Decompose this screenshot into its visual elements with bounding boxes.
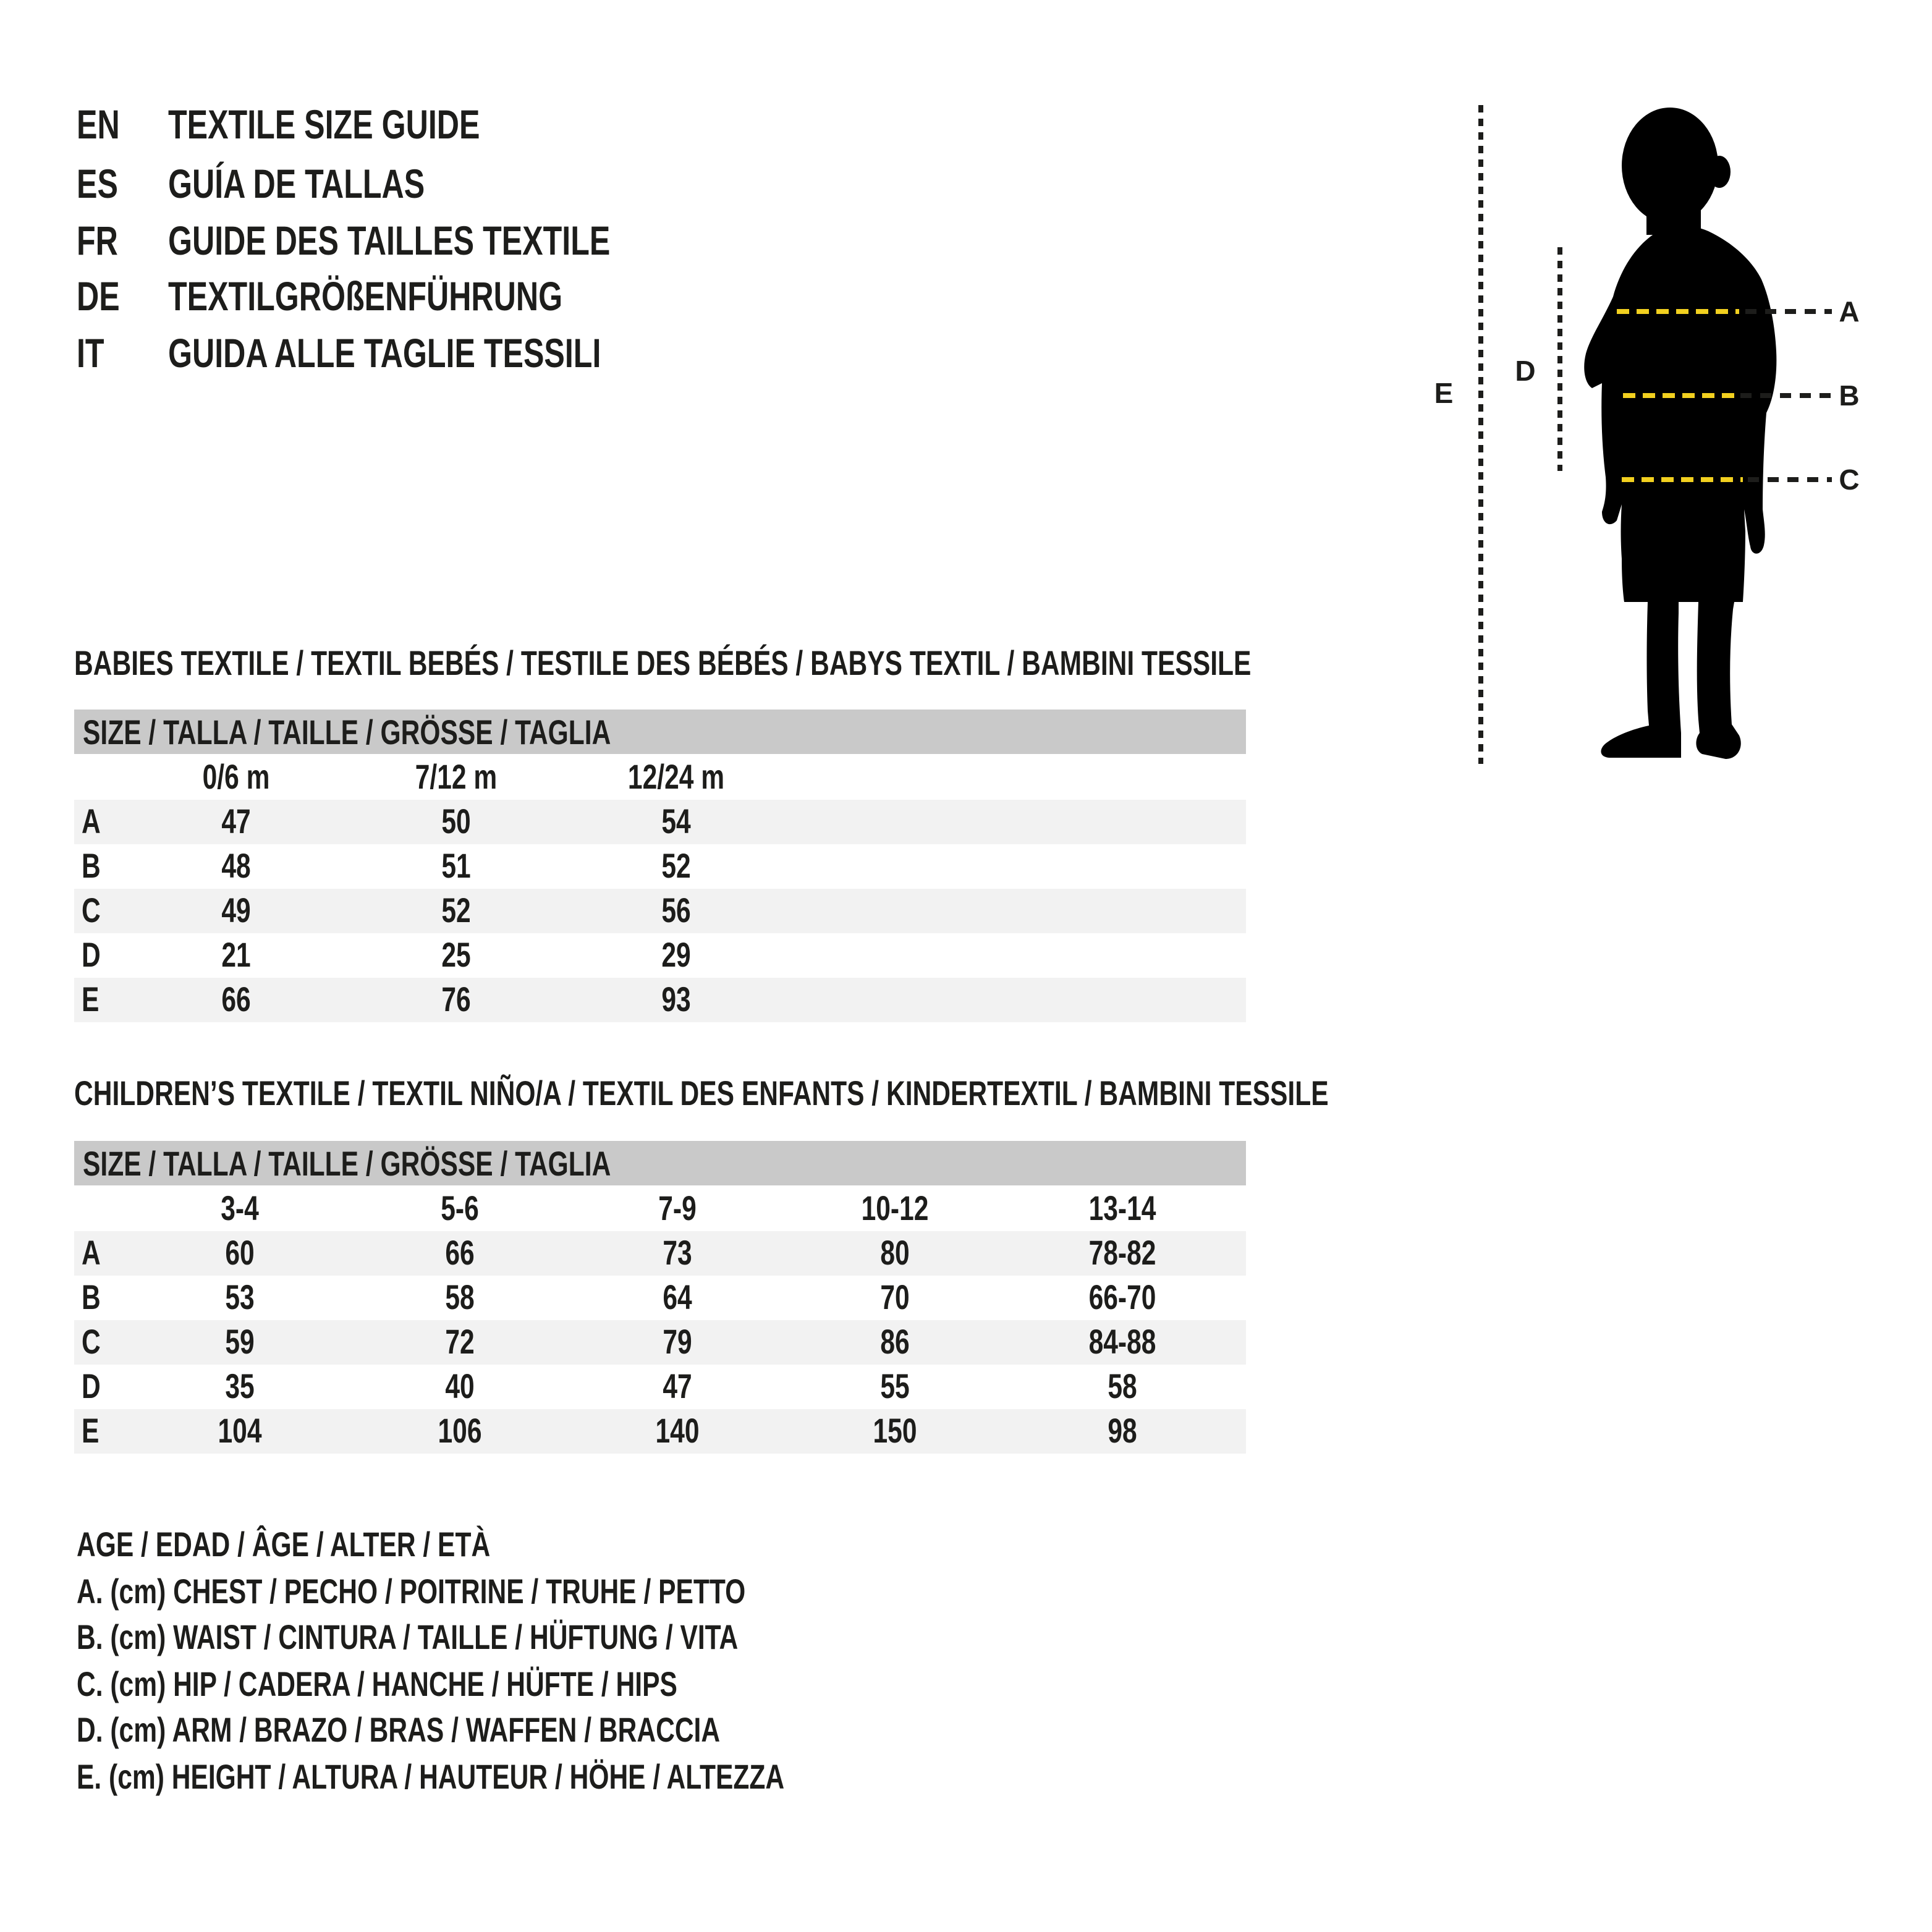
language-title-de: TEXTILGRÖßENFÜHRUNG [168, 273, 563, 319]
table-cell: 58 [1108, 1367, 1137, 1405]
table-cell: 98 [1108, 1412, 1137, 1450]
children-row-c-label: C [82, 1323, 101, 1361]
table-cell: 59 [225, 1323, 255, 1361]
legend-arm-line: D. (cm) ARM / BRAZO / BRAS / WAFFEN / BRACCIA [77, 1711, 721, 1749]
table-cell: 73 [663, 1234, 692, 1272]
children-row-d [74, 1365, 1246, 1409]
table-cell: 21 [221, 936, 251, 974]
legend-height-line: E. (cm) HEIGHT / ALTURA / HAUTEUR / HÖHE / ALTEZZA [77, 1758, 785, 1796]
table-cell: 70 [880, 1278, 910, 1316]
babies-row-d [74, 933, 1246, 978]
babies-column-0-6m: 0/6 m [202, 758, 270, 796]
hip-label-c: C [1839, 464, 1860, 496]
babies-table-header: SIZE / TALLA / TAILLE / GRÖSSE / TAGLIA [74, 710, 1246, 754]
language-title-es: GUÍA DE TALLAS [168, 161, 425, 206]
children-row-b [74, 1276, 1246, 1320]
babies-row-a-label: A [82, 802, 101, 841]
legend-age-line: AGE / EDAD / ÂGE / ALTER / ETÀ [77, 1525, 491, 1564]
table-cell: 48 [221, 847, 251, 885]
hip-measure-line-body [1622, 477, 1743, 482]
table-cell: 66 [221, 980, 251, 1019]
waist-label-b: B [1839, 379, 1860, 412]
children-column-header-row [74, 1185, 1246, 1231]
babies-row-c [74, 889, 1246, 933]
table-cell: 51 [441, 847, 471, 885]
legend-hip-line: C. (cm) HIP / CADERA / HANCHE / HÜFTE / HIPS [77, 1665, 677, 1703]
children-size-table [74, 1141, 1246, 1454]
table-cell: 80 [880, 1234, 910, 1272]
arm-measure-line [1557, 247, 1562, 471]
table-cell: 72 [445, 1323, 475, 1361]
table-cell: 50 [441, 802, 471, 841]
table-cell: 52 [441, 891, 471, 930]
language-title-fr: GUIDE DES TAILLES TEXTILE [168, 218, 611, 263]
table-cell: 49 [221, 891, 251, 930]
children-section-title: CHILDREN’S TEXTILE / TEXTIL NIÑO/A / TEXTIL DES ENFANTS / KINDERTEXTIL / BAMBINI TESSILE [74, 1074, 1329, 1112]
legend-chest-line: A. (cm) CHEST / PECHO / POITRINE / TRUHE / PETTO [77, 1572, 746, 1611]
table-cell: 104 [218, 1412, 262, 1450]
language-code-fr: FR [77, 218, 118, 263]
children-column-5-6: 5-6 [441, 1189, 479, 1227]
table-cell: 60 [225, 1234, 255, 1272]
language-code-de: DE [77, 273, 120, 319]
babies-section-title: BABIES TEXTILE / TEXTIL BEBÉS / TESTILE DES BÉBÉS / BABYS TEXTIL / BAMBINI TESSILE [74, 644, 1252, 682]
table-cell: 52 [661, 847, 691, 885]
table-cell: 53 [225, 1278, 255, 1316]
table-cell: 47 [221, 802, 251, 841]
table-cell: 54 [661, 802, 691, 841]
hip-measure-line-callout [1748, 477, 1832, 482]
waist-measure-line-body [1623, 393, 1735, 398]
table-cell: 76 [441, 980, 471, 1019]
children-column-7-9: 7-9 [658, 1189, 697, 1227]
table-cell: 64 [663, 1278, 692, 1316]
chest-measure-line-callout [1745, 309, 1832, 314]
babies-row-d-label: D [82, 936, 101, 974]
babies-row-b [74, 844, 1246, 889]
table-cell: 47 [663, 1367, 692, 1405]
babies-row-c-label: C [82, 891, 101, 930]
chest-measure-line-body [1617, 309, 1739, 314]
babies-row-e [74, 978, 1246, 1022]
language-title-en: TEXTILE SIZE GUIDE [168, 101, 480, 147]
children-row-e-label: E [82, 1412, 100, 1450]
children-row-d-label: D [82, 1367, 101, 1405]
babies-column-7-12m: 7/12 m [415, 758, 498, 796]
table-cell: 55 [880, 1367, 910, 1405]
table-cell: 106 [438, 1412, 482, 1450]
language-code-en: EN [77, 101, 120, 147]
children-column-13-14: 13-14 [1088, 1189, 1156, 1227]
table-cell: 66 [445, 1234, 475, 1272]
table-cell: 140 [655, 1412, 700, 1450]
children-row-e [74, 1409, 1246, 1454]
children-column-10-12: 10-12 [861, 1189, 929, 1227]
babies-row-a [74, 800, 1246, 844]
table-cell: 56 [661, 891, 691, 930]
children-table-header: SIZE / TALLA / TAILLE / GRÖSSE / TAGLIA [74, 1141, 1246, 1185]
table-cell: 40 [445, 1367, 475, 1405]
table-cell: 25 [441, 936, 471, 974]
babies-row-b-label: B [82, 847, 101, 885]
height-label-e: E [1434, 377, 1454, 409]
language-title-it: GUIDA ALLE TAGLIE TESSILI [168, 330, 601, 376]
table-cell: 150 [873, 1412, 917, 1450]
legend-waist-line: B. (cm) WAIST / CINTURA / TAILLE / HÜFTUNG / VITA [77, 1618, 739, 1656]
table-cell: 35 [225, 1367, 255, 1405]
babies-column-12-24m: 12/24 m [627, 758, 725, 796]
table-cell: 79 [663, 1323, 692, 1361]
language-code-es: ES [77, 161, 118, 206]
chest-label-a: A [1839, 295, 1860, 328]
children-row-b-label: B [82, 1278, 101, 1316]
table-cell: 86 [880, 1323, 910, 1361]
babies-row-e-label: E [82, 980, 100, 1019]
table-cell: 29 [661, 936, 691, 974]
table-cell: 84-88 [1088, 1323, 1156, 1361]
table-cell: 58 [445, 1278, 475, 1316]
babies-column-header-row [74, 754, 1246, 800]
language-code-it: IT [77, 330, 104, 376]
waist-measure-line-callout [1740, 393, 1832, 398]
table-cell: 78-82 [1088, 1234, 1156, 1272]
table-cell: 93 [661, 980, 691, 1019]
children-row-a [74, 1231, 1246, 1276]
children-row-c [74, 1320, 1246, 1365]
arm-label-d: D [1515, 355, 1536, 387]
table-cell: 66-70 [1088, 1278, 1156, 1316]
children-column-3-4: 3-4 [221, 1189, 259, 1227]
babies-size-table [74, 710, 1246, 1022]
children-row-a-label: A [82, 1234, 101, 1272]
